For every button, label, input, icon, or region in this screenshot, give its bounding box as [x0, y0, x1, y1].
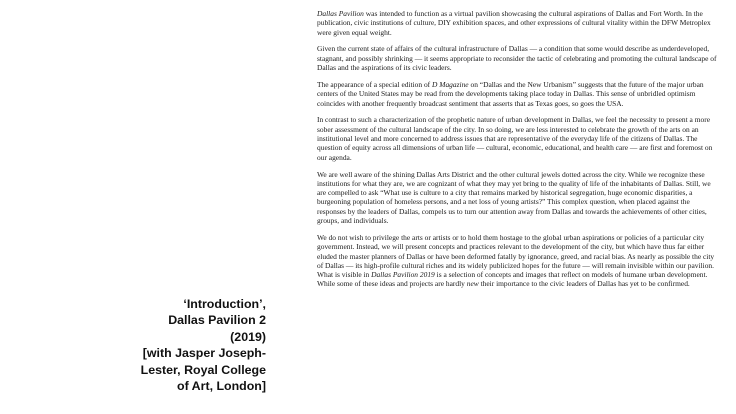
paragraph-3: The appearance of a special edition of D Magazine on “Dallas and the New Urbanism” suggests that the future of the major urban centers of the United States may be read from the developments taking place today in Dallas. This sense of unbridled optimism coincides with another frequently broadcast sentiment that asserts that as Texas goes, so goes the USA. [317, 79, 704, 108]
paragraph-2: Given the current state of affairs of the cultural infrastructure of Dallas — a condition that some would describe as underdeveloped, stagnant, and possibly shrinking — it seems appropriate to reconsider the tactic of celebrating and promoting the cultural landscape of Dallas and the aspirations of its civic leaders. [317, 44, 717, 73]
caption-line: of Art, London] [177, 379, 266, 394]
paragraph-6: We do not wish to privilege the arts or artists or to hold them hostage to the global urban aspirations or policies of a particular city government. Instead, we will present concepts and practices relevant to the development of the city, but which have thus far either eluded the master planners of Dallas or have been deformed fatally by ignorance, greed, and racial bias. As nearly as possible the city of Dallas — its high-profile cultural riches and its widely publicized hopes for the future — will remain invisible within our pavilion. What is visible in Dallas Pavilion 2019 is a selection of concepts and images that reflect on models of humane urban development. While some of these ideas and projects are hardly new their importance to the civic leaders of Dallas has yet to be confirmed. [317, 232, 715, 289]
title-italic: Dallas Pavilion 2019 [371, 270, 435, 280]
publication-caption [116, 296, 266, 394]
caption-line: ‘Introduction’, [183, 297, 266, 311]
magazine-italic: D Magazine [432, 79, 469, 89]
caption-line: [with Jasper Joseph- [142, 346, 266, 361]
introduction-text [317, 9, 719, 296]
caption-line: (2019) [230, 329, 266, 344]
caption-line: Lester, Royal College [140, 362, 266, 377]
paragraph-5: We are well aware of the shining Dallas Arts District and the other cultural jewels dotted across the city. While we recognize these institutions for what they are, we are cognizant of what they may yet bring to the quality of life of the inhabitants of Dallas. Still, we are compelled to ask “What use is culture to a city that remains marked by historical segregation, huge economic disparities, a burgeoning population of homeless persons, and a net loss of young artists?” This complex question, when placed against the responses by the leaders of Dallas, compels us to turn our attention away from Dallas and towards the achievements of other cities, groups, and individuals. [317, 169, 711, 226]
paragraph-4: In contrast to such a characterization of the prophetic nature of urban development in Dallas, we feel the necessity to present a more sober assessment of the cultural landscape of the city. In so doing, we are less interested to celebrate the growth of the arts on an institutional level and more concerned to address issues that are representative of the everyday life of the citizens of Dallas. The question of equity across all dimensions of urban life — cultural, economic, educational, and health care — are first and foremost on our agenda. [317, 115, 713, 162]
caption-line: Dallas Pavilion 2 [168, 313, 266, 328]
emphasis-italic: new [466, 279, 479, 289]
paragraph-1: Dallas Pavilion was intended to function as a virtual pavilion showcasing the cultural aspirations of Dallas and Fort Worth. In the publication, civic institutions of culture, DIY exhibition spaces, and other expressions of cultural vitality within the DFW Metroplex were given equal weight. [317, 9, 711, 37]
title-italic: Dallas Pavilion [317, 9, 364, 18]
